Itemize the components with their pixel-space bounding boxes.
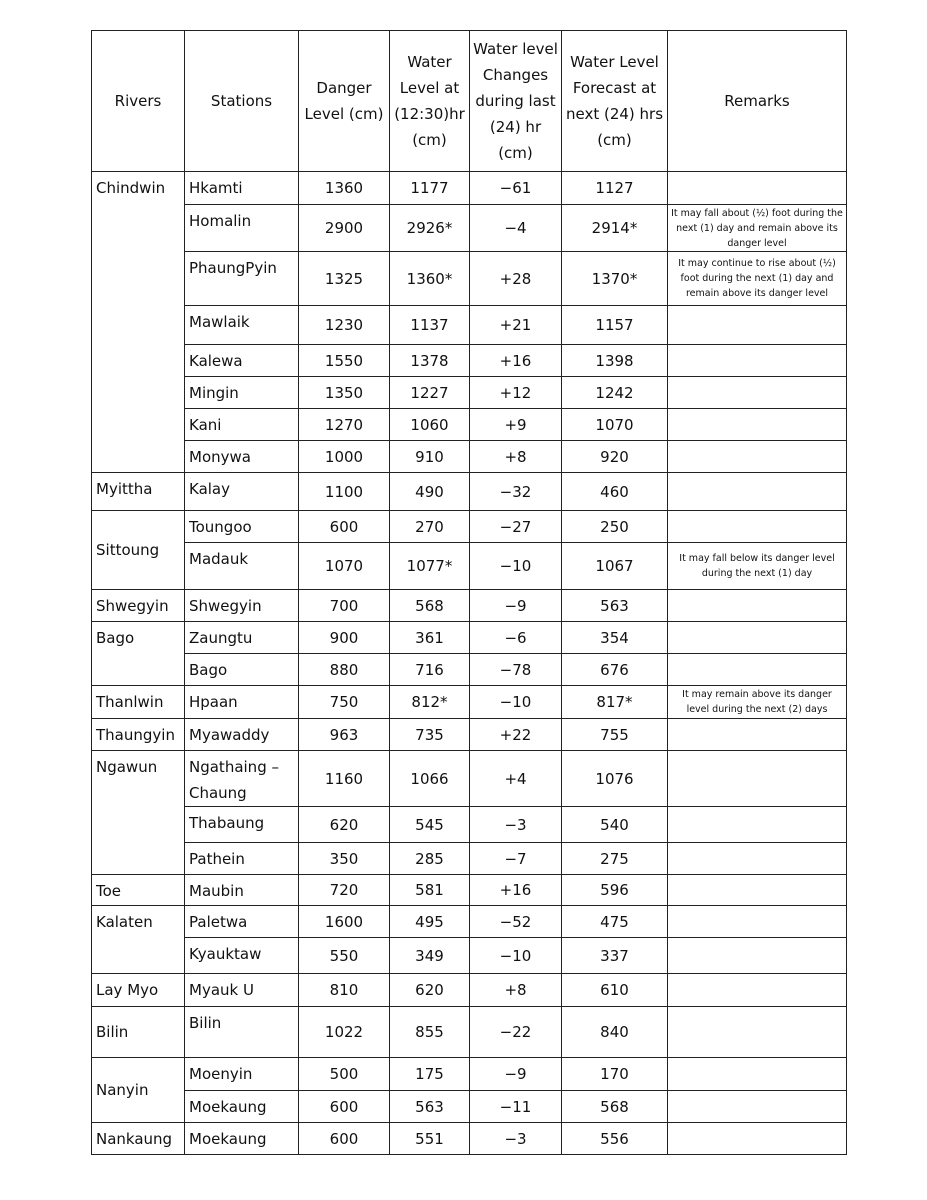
header-remarks: Remarks <box>668 31 847 172</box>
danger-cell: 1270 <box>299 409 390 441</box>
table-row <box>92 590 847 622</box>
station-cell: Shwegyin <box>185 590 299 622</box>
header-rivers: Rivers <box>92 31 185 172</box>
danger-cell: 1360 <box>299 172 390 205</box>
level-cell: 551 <box>390 1123 470 1155</box>
danger-cell: 1230 <box>299 306 390 345</box>
remark-cell <box>668 622 847 654</box>
remark-cell <box>668 875 847 906</box>
remark-cell <box>668 409 847 441</box>
level-cell: 1137 <box>390 306 470 345</box>
forecast-cell: 354 <box>562 622 668 654</box>
change-cell: +12 <box>470 377 562 409</box>
header-forecast: Water Level Forecast at next (24) hrs (cm) <box>562 31 668 172</box>
level-cell: 855 <box>390 1007 470 1058</box>
level-cell: 568 <box>390 590 470 622</box>
danger-cell: 1600 <box>299 906 390 938</box>
change-cell: −9 <box>470 1058 562 1091</box>
station-cell: Kalay <box>185 473 299 511</box>
change-cell: −3 <box>470 1123 562 1155</box>
remark-cell <box>668 1058 847 1091</box>
remark-cell: It may fall below its danger level during the next (1) day <box>668 543 847 590</box>
station-cell: Moekaung <box>185 1123 299 1155</box>
river-cell: Thanlwin <box>92 686 185 719</box>
danger-cell: 2900 <box>299 205 390 252</box>
change-cell: +9 <box>470 409 562 441</box>
change-cell: +28 <box>470 252 562 306</box>
station-cell: Monywa <box>185 441 299 473</box>
remark-cell <box>668 906 847 938</box>
level-cell: 1077* <box>390 543 470 590</box>
danger-cell: 1350 <box>299 377 390 409</box>
table-row <box>92 1123 847 1155</box>
change-cell: +16 <box>470 345 562 377</box>
level-cell: 349 <box>390 938 470 974</box>
station-cell: Hkamti <box>185 172 299 205</box>
level-cell: 910 <box>390 441 470 473</box>
forecast-cell: 460 <box>562 473 668 511</box>
forecast-cell: 475 <box>562 906 668 938</box>
danger-cell: 720 <box>299 875 390 906</box>
station-cell: Moenyin <box>185 1058 299 1091</box>
danger-cell: 1160 <box>299 751 390 807</box>
danger-cell: 600 <box>299 1123 390 1155</box>
table-row <box>92 205 847 252</box>
level-cell: 175 <box>390 1058 470 1091</box>
station-cell: Kani <box>185 409 299 441</box>
level-cell: 563 <box>390 1091 470 1123</box>
table-row <box>92 172 847 205</box>
danger-cell: 750 <box>299 686 390 719</box>
station-cell: Mawlaik <box>185 306 299 345</box>
table-row <box>92 1058 847 1091</box>
station-cell: Bago <box>185 654 299 686</box>
danger-cell: 1100 <box>299 473 390 511</box>
level-cell: 1066 <box>390 751 470 807</box>
station-cell: Moekaung <box>185 1091 299 1123</box>
river-cell: Thaungyin <box>92 719 185 751</box>
change-cell: −27 <box>470 511 562 543</box>
forecast-cell: 610 <box>562 974 668 1007</box>
river-cell: Myittha <box>92 473 185 511</box>
change-cell: −22 <box>470 1007 562 1058</box>
table-row <box>92 409 847 441</box>
station-cell: Madauk <box>185 543 299 590</box>
remark-cell <box>668 1123 847 1155</box>
remark-cell <box>668 473 847 511</box>
table-row <box>92 751 847 807</box>
remark-cell <box>668 751 847 807</box>
change-cell: −10 <box>470 938 562 974</box>
table-row <box>92 543 847 590</box>
change-cell: −32 <box>470 473 562 511</box>
forecast-cell: 275 <box>562 843 668 875</box>
danger-cell: 620 <box>299 807 390 843</box>
level-cell: 620 <box>390 974 470 1007</box>
station-cell: Pathein <box>185 843 299 875</box>
change-cell: −3 <box>470 807 562 843</box>
table-row <box>92 252 847 306</box>
forecast-cell: 170 <box>562 1058 668 1091</box>
level-cell: 285 <box>390 843 470 875</box>
change-cell: +4 <box>470 751 562 807</box>
table-row <box>92 622 847 654</box>
change-cell: −7 <box>470 843 562 875</box>
forecast-cell: 337 <box>562 938 668 974</box>
danger-cell: 1325 <box>299 252 390 306</box>
change-cell: −11 <box>470 1091 562 1123</box>
level-cell: 1227 <box>390 377 470 409</box>
river-cell: Lay Myo <box>92 974 185 1007</box>
change-cell: +16 <box>470 875 562 906</box>
danger-cell: 350 <box>299 843 390 875</box>
table-row <box>92 974 847 1007</box>
forecast-cell: 540 <box>562 807 668 843</box>
remark-cell <box>668 172 847 205</box>
remark-cell <box>668 511 847 543</box>
danger-cell: 880 <box>299 654 390 686</box>
river-cell: Nanyin <box>92 1058 185 1123</box>
remark-cell <box>668 938 847 974</box>
danger-cell: 1000 <box>299 441 390 473</box>
station-cell: Toungoo <box>185 511 299 543</box>
river-cell: Bago <box>92 622 185 686</box>
change-cell: −10 <box>470 686 562 719</box>
header-water-level: Water Level at (12:30)hr (cm) <box>390 31 470 172</box>
forecast-cell: 1370* <box>562 252 668 306</box>
station-cell: Hpaan <box>185 686 299 719</box>
table-row <box>92 306 847 345</box>
table-row <box>92 377 847 409</box>
table-row <box>92 654 847 686</box>
remark-cell <box>668 377 847 409</box>
table-row <box>92 906 847 938</box>
change-cell: +22 <box>470 719 562 751</box>
river-cell: Kalaten <box>92 906 185 974</box>
forecast-cell: 1070 <box>562 409 668 441</box>
change-cell: −6 <box>470 622 562 654</box>
header-stations: Stations <box>185 31 299 172</box>
level-cell: 495 <box>390 906 470 938</box>
station-cell: Thabaung <box>185 807 299 843</box>
remark-cell <box>668 807 847 843</box>
table-row <box>92 938 847 974</box>
danger-cell: 550 <box>299 938 390 974</box>
danger-cell: 600 <box>299 511 390 543</box>
table-row <box>92 843 847 875</box>
remark-cell: It may remain above its danger level during the next (2) days <box>668 686 847 719</box>
forecast-cell: 556 <box>562 1123 668 1155</box>
forecast-cell: 1076 <box>562 751 668 807</box>
station-cell: Zaungtu <box>185 622 299 654</box>
forecast-cell: 817* <box>562 686 668 719</box>
table-row <box>92 511 847 543</box>
station-cell: Kalewa <box>185 345 299 377</box>
remark-cell <box>668 345 847 377</box>
river-cell: Ngawun <box>92 751 185 875</box>
forecast-cell: 1398 <box>562 345 668 377</box>
station-cell: Ngathaing – Chaung <box>185 751 299 807</box>
level-cell: 1378 <box>390 345 470 377</box>
change-cell: −10 <box>470 543 562 590</box>
forecast-cell: 1067 <box>562 543 668 590</box>
change-cell: +21 <box>470 306 562 345</box>
level-cell: 716 <box>390 654 470 686</box>
level-cell: 1360* <box>390 252 470 306</box>
remark-cell <box>668 974 847 1007</box>
change-cell: −4 <box>470 205 562 252</box>
forecast-cell: 1242 <box>562 377 668 409</box>
level-cell: 361 <box>390 622 470 654</box>
station-cell: PhaungPyin <box>185 252 299 306</box>
table-row <box>92 1091 847 1123</box>
forecast-cell: 1157 <box>562 306 668 345</box>
forecast-cell: 676 <box>562 654 668 686</box>
forecast-cell: 568 <box>562 1091 668 1123</box>
river-cell: Toe <box>92 875 185 906</box>
remark-cell: It may fall about (½) foot during the next (1) day and remain above its danger level <box>668 205 847 252</box>
remark-cell <box>668 1007 847 1058</box>
station-cell: Myauk U <box>185 974 299 1007</box>
change-cell: −52 <box>470 906 562 938</box>
table-row <box>92 807 847 843</box>
table-row <box>92 441 847 473</box>
station-cell: Myawaddy <box>185 719 299 751</box>
river-cell: Nankaung <box>92 1123 185 1155</box>
table-row <box>92 686 847 719</box>
level-cell: 1060 <box>390 409 470 441</box>
level-cell: 2926* <box>390 205 470 252</box>
change-cell: −78 <box>470 654 562 686</box>
forecast-cell: 840 <box>562 1007 668 1058</box>
remark-cell: It may continue to rise about (½) foot during the next (1) day and remain above its danger level <box>668 252 847 306</box>
change-cell: −61 <box>470 172 562 205</box>
level-cell: 1177 <box>390 172 470 205</box>
danger-cell: 810 <box>299 974 390 1007</box>
level-cell: 490 <box>390 473 470 511</box>
river-cell: Chindwin <box>92 172 185 473</box>
level-cell: 270 <box>390 511 470 543</box>
header-row <box>92 31 847 172</box>
header-change: Water level Changes during last (24) hr (cm) <box>470 31 562 172</box>
change-cell: +8 <box>470 974 562 1007</box>
forecast-cell: 920 <box>562 441 668 473</box>
danger-cell: 900 <box>299 622 390 654</box>
table-row <box>92 875 847 906</box>
table-row <box>92 1007 847 1058</box>
station-cell: Paletwa <box>185 906 299 938</box>
remark-cell <box>668 306 847 345</box>
remark-cell <box>668 441 847 473</box>
danger-cell: 963 <box>299 719 390 751</box>
remark-cell <box>668 1091 847 1123</box>
remark-cell <box>668 843 847 875</box>
forecast-cell: 755 <box>562 719 668 751</box>
danger-cell: 600 <box>299 1091 390 1123</box>
remark-cell <box>668 654 847 686</box>
river-cell: Shwegyin <box>92 590 185 622</box>
danger-cell: 700 <box>299 590 390 622</box>
forecast-cell: 1127 <box>562 172 668 205</box>
forecast-cell: 563 <box>562 590 668 622</box>
remark-cell <box>668 719 847 751</box>
change-cell: +8 <box>470 441 562 473</box>
river-cell: Bilin <box>92 1007 185 1058</box>
danger-cell: 500 <box>299 1058 390 1091</box>
station-cell: Homalin <box>185 205 299 252</box>
table-row <box>92 719 847 751</box>
header-danger-level: Danger Level (cm) <box>299 31 390 172</box>
station-cell: Mingin <box>185 377 299 409</box>
station-cell: Kyauktaw <box>185 938 299 974</box>
station-cell: Maubin <box>185 875 299 906</box>
level-cell: 581 <box>390 875 470 906</box>
water-level-table <box>91 30 847 1155</box>
remark-cell <box>668 590 847 622</box>
table-row <box>92 345 847 377</box>
forecast-cell: 596 <box>562 875 668 906</box>
danger-cell: 1022 <box>299 1007 390 1058</box>
level-cell: 812* <box>390 686 470 719</box>
table-row <box>92 473 847 511</box>
level-cell: 545 <box>390 807 470 843</box>
river-cell: Sittoung <box>92 511 185 590</box>
danger-cell: 1550 <box>299 345 390 377</box>
forecast-cell: 250 <box>562 511 668 543</box>
station-cell: Bilin <box>185 1007 299 1058</box>
forecast-cell: 2914* <box>562 205 668 252</box>
level-cell: 735 <box>390 719 470 751</box>
danger-cell: 1070 <box>299 543 390 590</box>
change-cell: −9 <box>470 590 562 622</box>
